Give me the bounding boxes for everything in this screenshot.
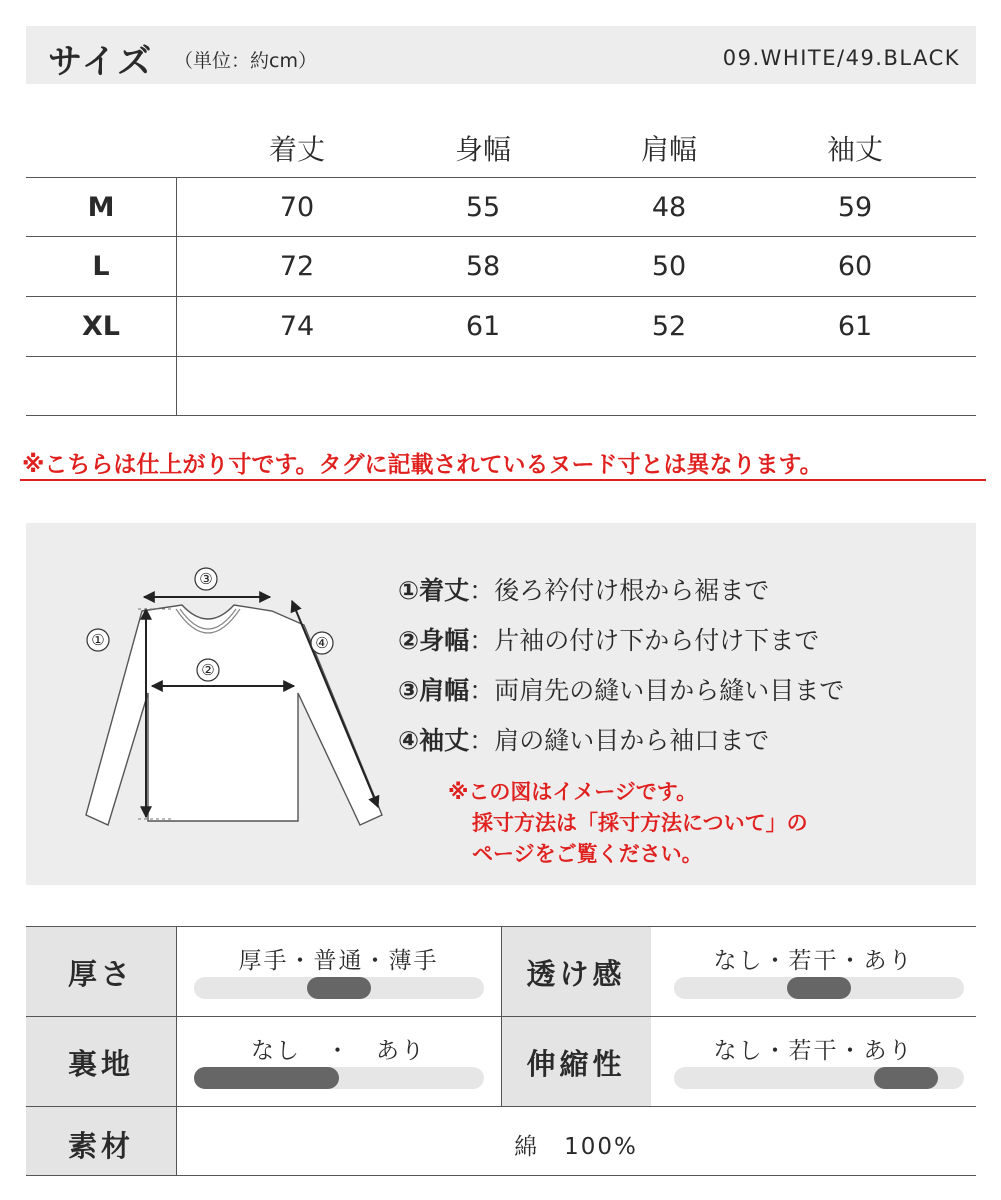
guide-item-width <box>398 621 819 657</box>
guide-item-desc: ：肩の縫い目から袖口まで <box>469 726 770 755</box>
unit-label: （単位：約cm） <box>174 50 317 72</box>
table-cell: 61 <box>837 311 873 342</box>
table-cell: 55 <box>465 192 501 223</box>
guide-item-num: ③ <box>398 676 420 705</box>
table-cell: 48 <box>651 192 687 223</box>
table-divider <box>26 177 976 178</box>
guide-item-name: 身幅 <box>419 626 470 655</box>
guide-note-line: ※この図はイメージです。 <box>448 780 698 804</box>
garment-outline <box>86 605 382 825</box>
table-divider <box>26 236 976 237</box>
attribute-table <box>26 926 976 1176</box>
guide-note <box>448 777 808 870</box>
thickness-label: 厚さ <box>67 957 134 991</box>
transparency-scale: なし・若干・あり <box>713 948 914 974</box>
table-cell: 74 <box>279 311 315 342</box>
thickness-level-marker <box>307 977 371 999</box>
guide-item-name: 肩幅 <box>419 676 470 705</box>
guide-item-desc: ：両肩先の縫い目から縫い目まで <box>469 676 845 705</box>
lining-label: 裏地 <box>67 1047 134 1081</box>
size-label-m: M <box>87 192 115 223</box>
table-cell: 60 <box>837 251 873 282</box>
diagram-label-4: ④ <box>315 634 329 652</box>
table-cell: 52 <box>651 311 687 342</box>
stretch-label: 伸縮性 <box>526 1047 626 1081</box>
page-title: サイズ <box>48 42 154 82</box>
guide-item-sleeve <box>398 721 769 757</box>
transparency-level-marker <box>787 977 851 999</box>
guide-note-line: 採寸方法は「採寸方法について」の <box>472 811 808 835</box>
table-cell: 59 <box>837 192 873 223</box>
table-column-divider <box>176 177 177 415</box>
stretch-level-marker <box>874 1067 938 1089</box>
title-bar <box>26 26 976 84</box>
note-underline <box>20 479 986 481</box>
table-divider <box>26 415 976 416</box>
thickness-track <box>194 977 484 999</box>
finished-size-note: ※こちらは仕上がり寸です。タグに記載されているヌード寸とは異なります。 <box>22 452 823 478</box>
guide-item-shoulder <box>398 671 844 707</box>
guide-item-length <box>398 571 769 607</box>
table-cell: 70 <box>279 192 315 223</box>
thickness-scale: 厚手・普通・薄手 <box>238 948 439 974</box>
lining-track <box>194 1067 484 1089</box>
guide-item-desc: ：片袖の付け下から付け下まで <box>469 626 820 655</box>
table-divider <box>26 356 976 357</box>
guide-item-num: ④ <box>398 726 420 755</box>
header-width: 身幅 <box>454 133 511 166</box>
table-cell: 72 <box>279 251 315 282</box>
measurement-guide <box>26 523 976 885</box>
table-divider <box>26 296 976 297</box>
material-label: 素材 <box>67 1129 134 1163</box>
garment-diagram <box>52 563 412 843</box>
guide-item-num: ② <box>398 626 420 655</box>
transparency-track <box>674 977 964 999</box>
guide-item-num: ① <box>398 576 420 605</box>
color-variants: 09.WHITE/49.BLACK <box>722 46 960 70</box>
diagram-label-1: ① <box>91 631 105 649</box>
transparency-label: 透け感 <box>526 957 626 991</box>
size-table <box>26 112 976 417</box>
diagram-label-3: ③ <box>199 570 213 588</box>
table-cell: 50 <box>651 251 687 282</box>
table-divider <box>26 1175 976 1176</box>
table-cell: 61 <box>465 311 501 342</box>
header-sleeve: 袖丈 <box>826 133 883 166</box>
size-label-l: L <box>92 251 110 282</box>
guide-item-desc: ：後ろ衿付け根から裾まで <box>469 576 770 605</box>
header-shoulder: 肩幅 <box>640 133 697 166</box>
diagram-label-2: ② <box>201 661 215 679</box>
stretch-track <box>674 1067 964 1089</box>
stretch-scale: なし・若干・あり <box>713 1038 914 1064</box>
header-length: 着丈 <box>268 133 325 166</box>
guide-item-name: 着丈 <box>419 576 470 605</box>
lining-scale: なし ・ あり <box>251 1038 426 1064</box>
table-cell: 58 <box>465 251 501 282</box>
material-value: 綿 100% <box>514 1134 638 1160</box>
guide-note-line: ページをご覧ください。 <box>472 842 703 866</box>
table-divider <box>26 1106 976 1107</box>
guide-item-name: 袖丈 <box>419 726 470 755</box>
lining-level-marker <box>194 1067 339 1089</box>
size-label-xl: XL <box>81 311 121 342</box>
